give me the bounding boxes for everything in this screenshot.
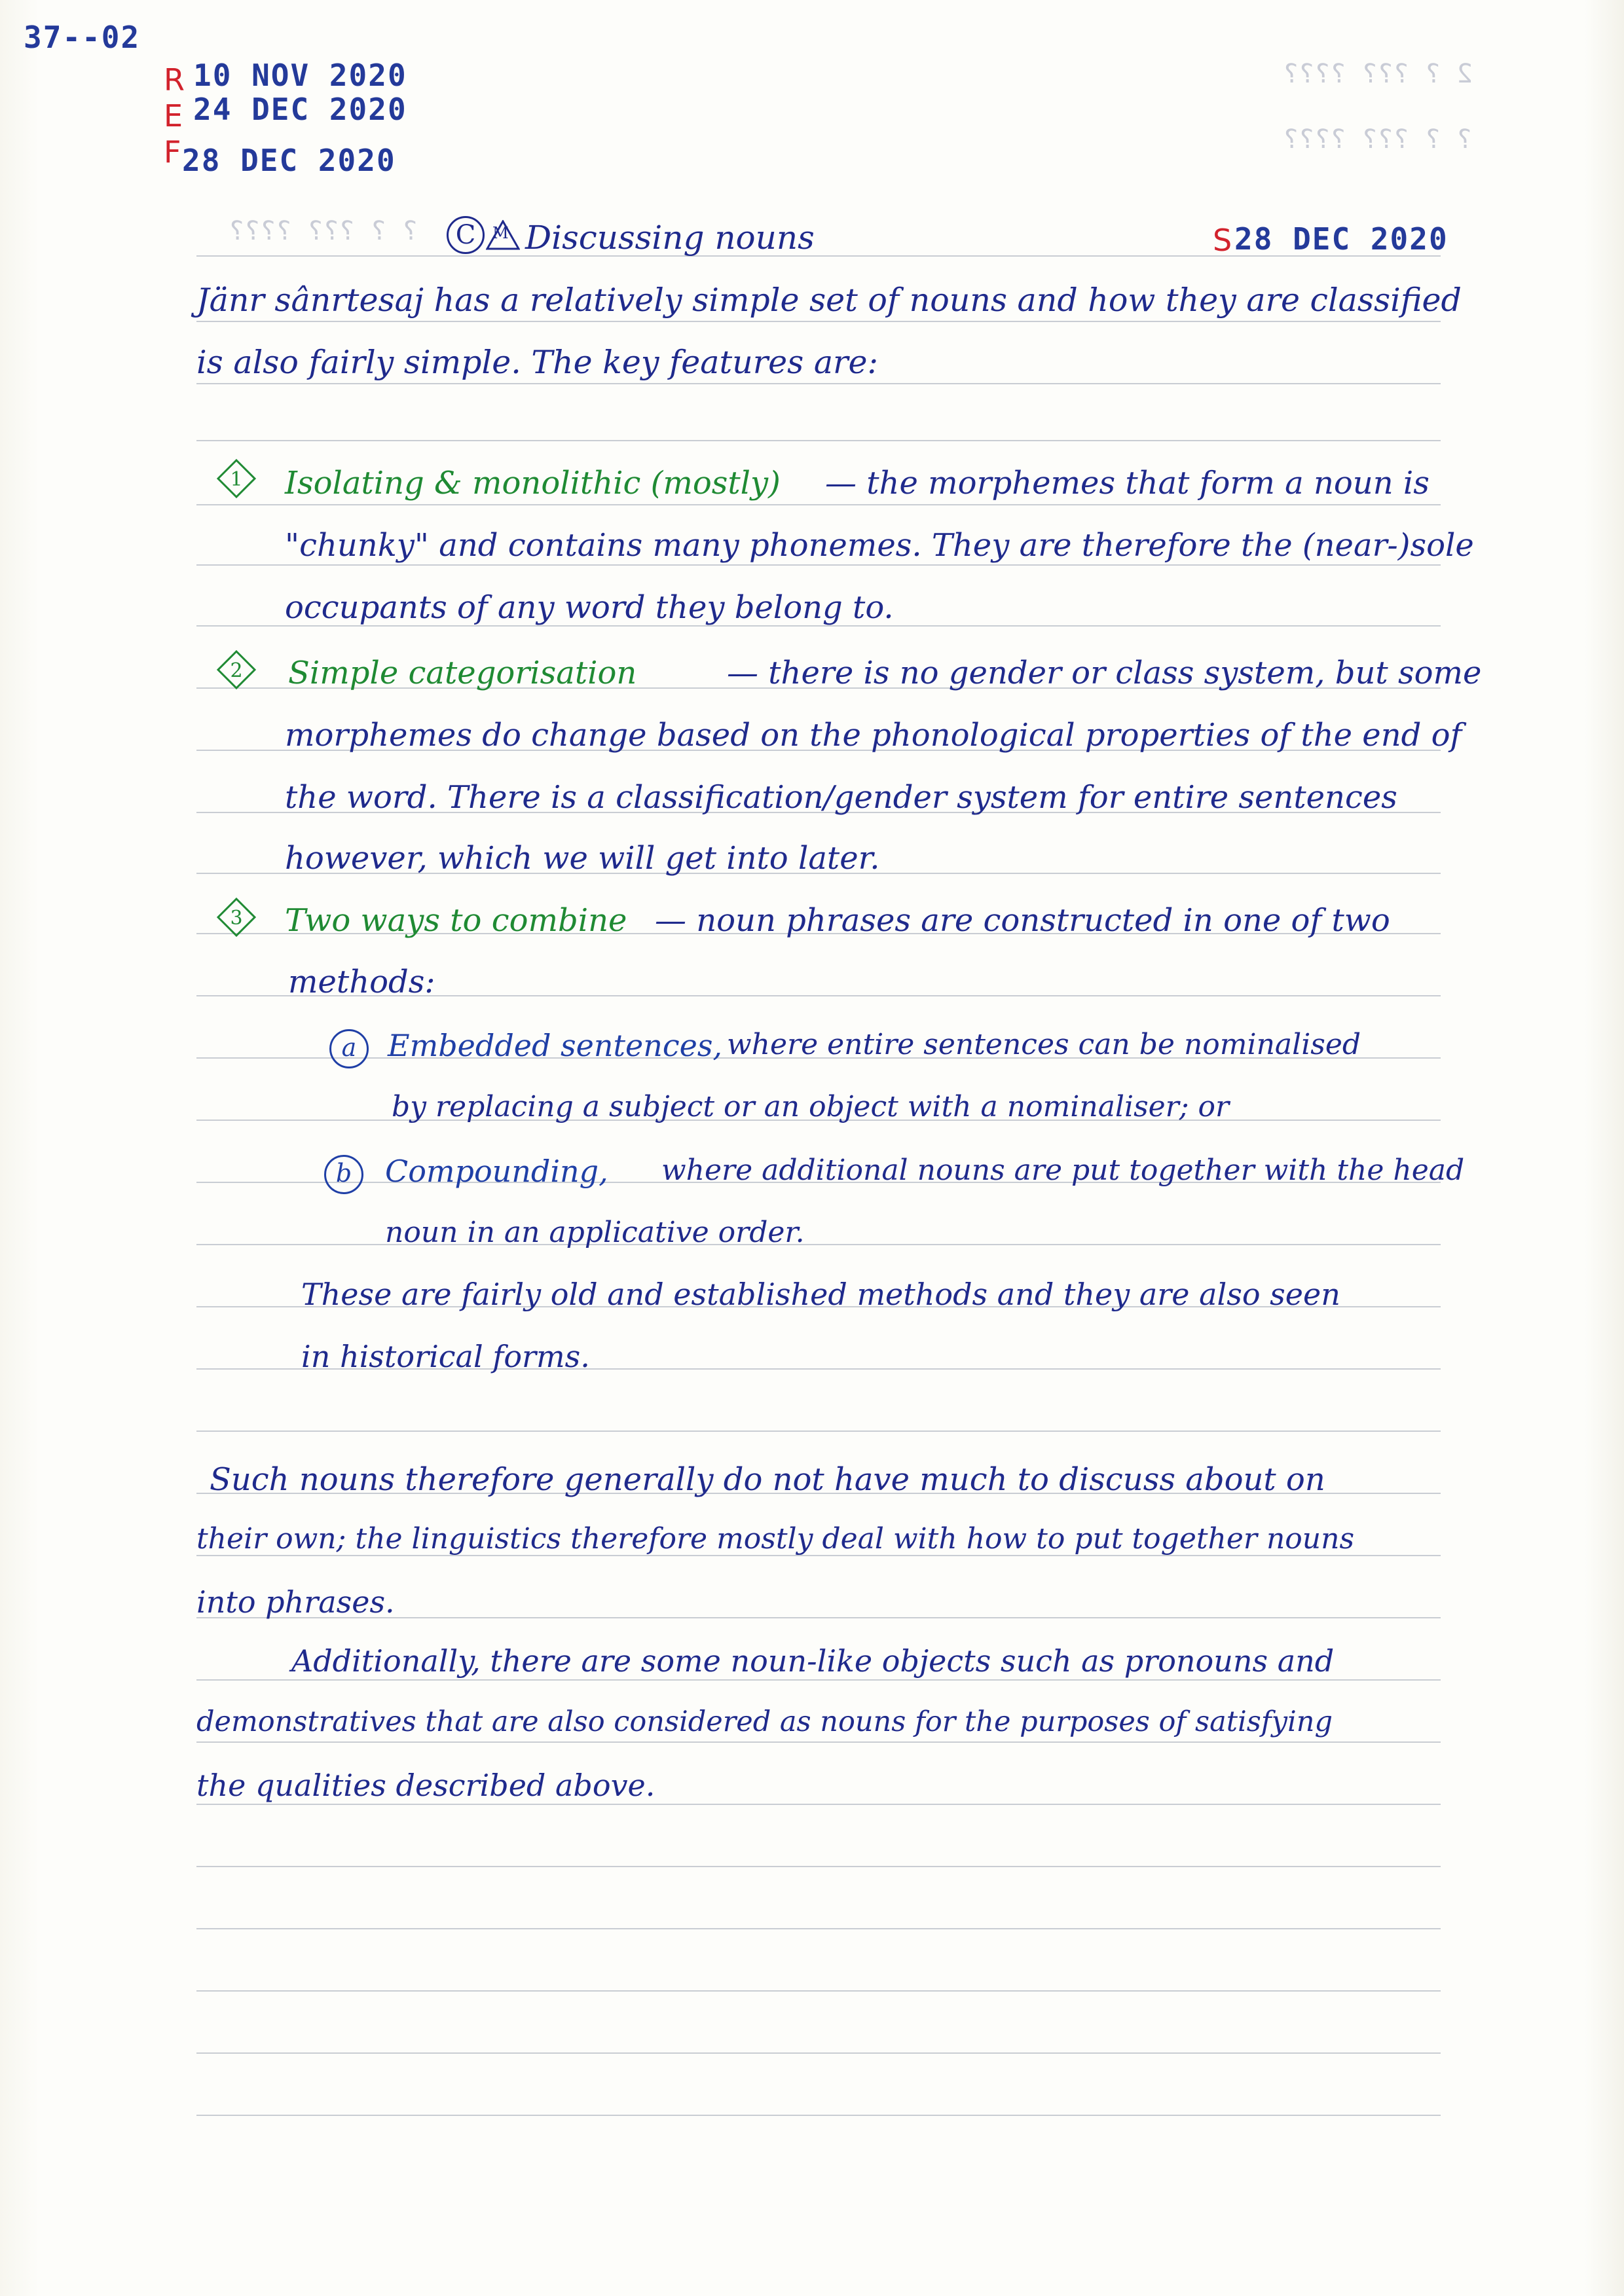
additional-line-1: Additionally, there are some noun-like objects such as pronouns and <box>291 1643 1335 1679</box>
ref-date-stamp-3: 28 DEC 2020 <box>182 143 396 178</box>
feature-2-line-2: morphemes do change based on the phonological properties of the end of <box>285 717 1462 754</box>
diamond-3-icon <box>216 897 257 938</box>
rule-line <box>196 1244 1441 1245</box>
ref-letter-r: R <box>164 62 185 98</box>
rule-line <box>196 1866 1441 1867</box>
method-b-line-1: where additional nouns are put together with the head <box>661 1154 1465 1187</box>
feature-2-line-3: the word. There is a classification/gender system for entire sentences <box>285 779 1397 816</box>
ref-date-stamp-1: 10 NOV 2020 <box>193 58 407 93</box>
triangle-m-letter: M <box>492 224 509 242</box>
rule-line <box>196 1430 1441 1432</box>
circle-c-icon: C <box>447 216 485 254</box>
s-letter: S <box>1213 223 1232 258</box>
method-b-heading: Compounding, <box>385 1154 608 1189</box>
method-b-circle-icon: b <box>324 1155 363 1194</box>
methods-note-line-1: These are fairly old and established methods and they are also seen <box>301 1277 1340 1312</box>
rule-line <box>196 1679 1441 1681</box>
diamond-3-number: 3 <box>230 907 243 930</box>
bleed-through-stamp: ? ? ??? ???? <box>229 216 418 246</box>
ref-date-stamp-2: 24 DEC 2020 <box>193 92 407 127</box>
additional-line-2: demonstratives that are also considered as nouns for the purposes of satisfying <box>196 1705 1333 1738</box>
feature-2-heading: Simple categorisation <box>288 655 637 691</box>
feature-3-line-2: methods: <box>288 964 435 1000</box>
diamond-1-number: 1 <box>230 468 243 491</box>
rule-line <box>196 2052 1441 2054</box>
method-a-line-1: where entire sentences can be nominalised <box>727 1028 1361 1061</box>
methods-note-line-2: in historical forms. <box>301 1339 590 1374</box>
diamond-2-number: 2 <box>230 659 243 682</box>
feature-1-line-3: occupants of any word they belong to. <box>285 589 894 626</box>
s-date-stamp: 28 DEC 2020 <box>1234 221 1449 257</box>
rule-line <box>196 321 1441 322</box>
rule-line <box>196 504 1441 505</box>
page-title: Discussing nouns <box>525 219 815 257</box>
bleed-through-stamp: 2 ? ??? ???? <box>1283 59 1473 89</box>
feature-2-line-4: however, which we will get into later. <box>285 840 880 877</box>
method-a-heading: Embedded sentences, <box>388 1028 723 1063</box>
closing-line-1: Such nouns therefore generally do not have much to discuss about on <box>210 1461 1325 1498</box>
method-b-line-2: noun in an applicative order. <box>385 1216 805 1249</box>
rule-line <box>196 2115 1441 2116</box>
feature-3-heading: Two ways to combine <box>285 902 627 939</box>
intro-line-1: Jänr sânrtesaj has a relatively simple set of nouns and how they are classified <box>196 282 1462 319</box>
page-code-stamp: 37--02 <box>24 20 141 55</box>
ref-letter-e: E <box>164 98 183 134</box>
rule-line <box>196 1804 1441 1805</box>
bleed-through-stamp: ? ? ??? ???? <box>1283 124 1473 155</box>
diamond-1-icon <box>216 458 257 499</box>
ref-letter-f: F <box>164 134 181 170</box>
method-a-line-2: by replacing a subject or an object with a nominaliser; or <box>392 1090 1230 1123</box>
additional-line-3: the qualities described above. <box>196 1768 655 1803</box>
feature-1-heading: Isolating & monolithic (mostly) <box>285 465 781 501</box>
rule-line <box>196 1990 1441 1992</box>
rule-line <box>196 1928 1441 1929</box>
rule-line <box>196 564 1441 566</box>
feature-3-line-1: — noun phrases are constructed in one of two <box>655 902 1390 939</box>
rule-line <box>196 440 1441 441</box>
rule-line <box>196 1741 1441 1743</box>
method-a-circle-icon: a <box>329 1029 369 1068</box>
feature-1-line-1: — the morphemes that form a noun is <box>825 465 1430 501</box>
intro-line-2: is also fairly simple. The key features are: <box>196 344 878 381</box>
rule-line <box>196 383 1441 384</box>
closing-line-3: into phrases. <box>196 1584 395 1620</box>
feature-2-line-1: — there is no gender or class system, but some <box>727 655 1482 691</box>
feature-1-line-2: "chunky" and contains many phonemes. They are therefore the (near-)sole <box>285 527 1474 564</box>
diamond-2-icon <box>216 649 257 690</box>
closing-line-2: their own; the linguistics therefore mostly deal with how to put together nouns <box>196 1522 1355 1556</box>
